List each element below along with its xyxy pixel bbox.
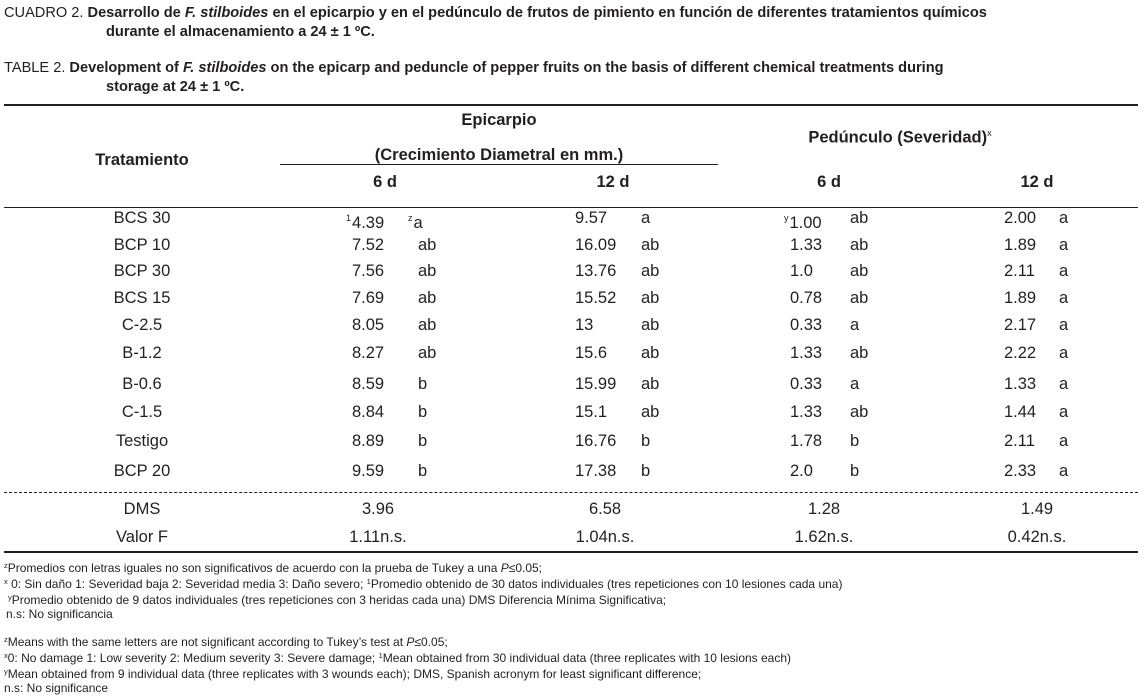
letter-text: ab [850, 289, 869, 307]
significance-letter [850, 374, 859, 394]
letter-text: b [641, 432, 651, 450]
cell-value [346, 208, 384, 233]
cell-number: 1.00 [789, 214, 822, 232]
significance-letter [850, 402, 868, 422]
significance-letter [850, 315, 859, 335]
cell-value [790, 235, 822, 255]
cell-superscript: 1 [346, 213, 352, 223]
header-epicarp-sub: (Crecimiento Diametral en mm.) [374, 146, 624, 164]
footnote-en-z [4, 633, 448, 649]
cell-number: 2.00 [1004, 209, 1037, 227]
caption-spanish-line2: durante el almacenamiento a 24 ± 1 ºC. [106, 24, 375, 40]
cell-value [790, 343, 822, 363]
cell-number: 2.0 [790, 462, 813, 480]
letter-text: b [418, 462, 428, 480]
cell-value [575, 343, 607, 363]
treatment-name: B-1.2 [122, 344, 162, 362]
cell-value [790, 402, 822, 422]
cell-value [352, 343, 384, 363]
letter-text: a [1059, 262, 1069, 280]
cell-value [1004, 343, 1036, 363]
significance-letter [418, 235, 436, 255]
footnote-en-x [4, 649, 791, 665]
footnote-sup: x [4, 651, 8, 660]
significance-letter [641, 461, 650, 481]
header-day: 6 d [373, 173, 397, 191]
footnote-text: ≤0.05; [508, 561, 543, 575]
cell-number: 1.0 [790, 262, 813, 280]
letter-text: b [641, 462, 651, 480]
cell-value [790, 431, 822, 451]
cell-value [1004, 374, 1036, 394]
footnote-sup: 1 [378, 651, 383, 660]
header-epicarp: Epicarpio [461, 111, 537, 129]
letter-text: ab [641, 344, 660, 362]
cell-value [352, 288, 384, 308]
letter-text: a [641, 209, 651, 227]
footnote-text: Means with the same letters are not significant according to Tukey’s test at [7, 635, 407, 649]
header-peduncle-text: Pedúnculo (Severidad) [808, 128, 988, 147]
cell-number: 7.56 [352, 262, 385, 280]
cell-value [1004, 288, 1036, 308]
letter-text: ab [641, 236, 660, 254]
cell-number: 15.1 [575, 403, 608, 421]
footnote-text: Promedio obtenido de 9 datos individuales (tres repeticiones con 3 heridas cada una) DMS Diferencia Mínima Significativa; [11, 593, 667, 607]
header-treatment: Tratamiento [95, 151, 189, 169]
caption-text: on the epicarp and peduncle of pepper fruits on the basis of different chemical treatments during [266, 60, 944, 76]
treatment-name: BCP 10 [113, 236, 171, 254]
significance-letter [850, 261, 868, 281]
cell-number: 8.89 [352, 432, 385, 450]
letter-text: a [1059, 209, 1069, 227]
caption-english-line2: storage at 24 ± 1 ºC. [106, 79, 245, 95]
significance-letter [850, 343, 868, 363]
significance-letter [641, 208, 650, 228]
caption-label: CUADRO 2. [4, 5, 84, 21]
stat-value: 1.04n.s. [575, 528, 635, 546]
letter-text: a [1059, 344, 1069, 362]
footnote-text: 0: No damage 1: Low severity 2: Medium severity 3: Severe damage; [7, 651, 379, 665]
letter-text: ab [850, 344, 869, 362]
stat-value: 1.11n.s. [349, 528, 407, 546]
significance-letter [418, 261, 436, 281]
letter-text: a [1059, 462, 1069, 480]
caption-english-line1 [4, 59, 1138, 78]
letter-text: a [413, 214, 423, 232]
caption-spanish-line1 [4, 4, 1138, 23]
letter-text: a [1059, 375, 1069, 393]
significance-letter [641, 374, 659, 394]
header-peduncle [740, 128, 1060, 148]
cell-value [575, 261, 616, 281]
significance-letter [1059, 461, 1068, 481]
significance-letter [1059, 431, 1068, 451]
cell-number: 1.44 [1004, 403, 1037, 421]
cell-number: 9.59 [352, 462, 385, 480]
cell-value [352, 402, 384, 422]
footnote-es-z [4, 559, 542, 575]
stat-value: 1.28 [807, 500, 841, 518]
footnote-sup: y [4, 667, 8, 676]
footnote-text: P [500, 561, 509, 575]
footnote-es-ns: n.s: No significancia [6, 607, 113, 621]
significance-letter [850, 235, 868, 255]
cell-value [575, 461, 616, 481]
footnote-text: P [406, 635, 415, 649]
species-name: F. stilboides [184, 5, 269, 21]
significance-letter [850, 461, 859, 481]
cell-value [575, 374, 616, 394]
header-day: 12 d [1020, 173, 1054, 191]
letter-text: a [850, 375, 860, 393]
cell-value [352, 235, 384, 255]
treatment-name: BCP 20 [113, 462, 171, 480]
footnote-es-y [4, 591, 666, 607]
cell-number: 8.05 [352, 316, 385, 334]
cell-value [790, 315, 822, 335]
significance-letter [418, 343, 436, 363]
caption-text: en el epicarpio y en el pedúnculo de frutos de pimiento en función de diferentes tratamientos químicos [268, 5, 987, 21]
cell-number: 1.33 [790, 236, 823, 254]
cell-number: 2.22 [1004, 344, 1037, 362]
cell-number: 0.33 [790, 375, 823, 393]
cell-number: 13 [575, 316, 594, 334]
significance-letter [418, 374, 427, 394]
treatment-name: B-0.6 [122, 375, 162, 393]
cell-number: 16.09 [575, 236, 617, 254]
header-peduncle-sup: x [987, 128, 992, 138]
treatment-name: BCS 30 [113, 209, 171, 227]
header-day: 12 d [596, 173, 630, 191]
cell-number: 16.76 [575, 432, 617, 450]
cell-number: 8.59 [352, 375, 385, 393]
letter-text: b [418, 403, 428, 421]
letter-text: ab [850, 236, 869, 254]
footnote-text: 0: Sin daño 1: Severidad baja 2: Severidad media 3: Daño severo; [7, 577, 367, 591]
significance-letter [1059, 235, 1068, 255]
cell-number: 0.78 [790, 289, 823, 307]
footnote-sup: z [4, 635, 8, 644]
significance-letter [850, 431, 859, 451]
stat-value: 6.58 [588, 500, 622, 518]
cell-value [575, 431, 616, 451]
header-day: 6 d [817, 173, 841, 191]
letter-text: ab [850, 403, 869, 421]
treatment-name: BCP 30 [113, 262, 171, 280]
footnote-es-x [4, 575, 842, 591]
treatment-name: BCS 15 [113, 289, 171, 307]
significance-letter [641, 343, 659, 363]
treatment-name: C-1.5 [121, 403, 163, 421]
cell-value [352, 431, 384, 451]
letter-text: b [418, 432, 428, 450]
cell-superscript: y [784, 213, 789, 223]
footnote-text: ≤0.05; [414, 635, 448, 649]
cell-superscript: z [408, 213, 413, 223]
table-top-rule [4, 104, 1138, 106]
letter-text: ab [418, 344, 437, 362]
significance-letter [408, 208, 423, 233]
treatment-name: Testigo [115, 432, 169, 450]
letter-text: a [1059, 316, 1069, 334]
stat-value: 0.42n.s. [1007, 528, 1067, 546]
letter-text: a [1059, 236, 1069, 254]
cell-value [1004, 235, 1036, 255]
significance-letter [850, 208, 868, 228]
footnote-sup: x [4, 577, 8, 586]
significance-letter [418, 461, 427, 481]
letter-text: ab [418, 316, 437, 334]
cell-number: 1.33 [790, 403, 823, 421]
footnote-text: Promedios con letras iguales no son significativos de acuerdo con la prueba de Tukey a una [7, 561, 501, 575]
caption-text: Development of [65, 60, 183, 76]
cell-number: 0.33 [790, 316, 823, 334]
cell-value [790, 288, 822, 308]
cell-value [1004, 261, 1035, 281]
cell-number: 2.17 [1004, 316, 1037, 334]
letter-text: ab [641, 316, 660, 334]
species-name: F. stilboides [182, 60, 267, 76]
significance-letter [641, 261, 659, 281]
cell-value [352, 374, 384, 394]
cell-number: 1.33 [790, 344, 823, 362]
significance-letter [1059, 343, 1068, 363]
cell-number: 1.33 [1004, 375, 1037, 393]
significance-letter [1059, 261, 1068, 281]
significance-letter [641, 402, 659, 422]
significance-letter [1059, 208, 1068, 228]
cell-number: 7.69 [352, 289, 385, 307]
caption-english [4, 59, 1138, 97]
letter-text: ab [641, 289, 660, 307]
letter-text: b [418, 375, 428, 393]
cell-value [790, 461, 813, 481]
cell-value [1004, 402, 1036, 422]
significance-letter [641, 235, 659, 255]
letter-text: ab [418, 262, 437, 280]
cell-value [790, 374, 822, 394]
significance-letter [418, 402, 427, 422]
treatment-name: C-2.5 [121, 316, 163, 334]
cell-number: 7.52 [352, 236, 385, 254]
footnote-sup: y [8, 593, 12, 602]
cell-number: 1.89 [1004, 289, 1037, 307]
letter-text: ab [850, 262, 869, 280]
significance-letter [418, 431, 427, 451]
cell-number: 15.6 [575, 344, 608, 362]
significance-letter [1059, 374, 1068, 394]
caption-label: TABLE 2. [4, 60, 66, 76]
significance-letter [1059, 315, 1068, 335]
footnote-sup: 1 [366, 577, 371, 586]
footnote-text: Mean obtained from 9 individual data (three replicates with 3 wounds each); DMS, Spanish acronym for least significant difference; [7, 667, 702, 681]
letter-text: ab [418, 236, 437, 254]
cell-number: 1.89 [1004, 236, 1037, 254]
cell-value [575, 235, 616, 255]
caption-spanish [4, 4, 1138, 42]
stat-value: 3.96 [361, 500, 395, 518]
cell-value [575, 315, 593, 335]
footnote-en-ns: n.s: No significance [4, 681, 109, 695]
significance-letter [850, 288, 868, 308]
cell-value [575, 288, 616, 308]
cell-value [575, 402, 607, 422]
stats-separator-rule [4, 492, 1138, 493]
caption-text: Desarrollo de [83, 5, 185, 21]
stat-label: DMS [123, 500, 161, 518]
letter-text: b [850, 462, 860, 480]
table-bottom-rule [4, 551, 1138, 553]
significance-letter [418, 315, 436, 335]
cell-value [575, 208, 607, 228]
letter-text: ab [641, 262, 660, 280]
cell-number: 4.39 [352, 214, 385, 232]
stat-label: Valor F [116, 528, 168, 546]
cell-number: 8.84 [352, 403, 385, 421]
significance-letter [1059, 402, 1068, 422]
letter-text: a [1059, 289, 1069, 307]
letter-text: ab [418, 289, 437, 307]
letter-text: a [1059, 403, 1069, 421]
cell-number: 15.99 [575, 375, 617, 393]
cell-number: 1.78 [790, 432, 823, 450]
letter-text: ab [641, 375, 660, 393]
cell-value [352, 315, 384, 335]
significance-letter [641, 288, 659, 308]
significance-letter [641, 315, 659, 335]
cell-value [1004, 208, 1036, 228]
cell-number: 2.11 [1004, 262, 1035, 280]
footnote-text: Promedio obtenido de 30 datos individuales (tres repeticiones con 10 lesiones cada una) [370, 577, 843, 591]
cell-value [352, 261, 384, 281]
stat-value: 1.62n.s. [794, 528, 854, 546]
cell-number: 13.76 [575, 262, 617, 280]
significance-letter [1059, 288, 1068, 308]
cell-number: 2.11 [1004, 432, 1035, 450]
letter-text: ab [641, 403, 660, 421]
cell-value [1004, 431, 1035, 451]
stat-value: 1.49 [1020, 500, 1054, 518]
cell-value [352, 461, 384, 481]
cell-value [784, 208, 822, 233]
cell-number: 15.52 [575, 289, 617, 307]
cell-number: 9.57 [575, 209, 608, 227]
cell-number: 2.33 [1004, 462, 1037, 480]
significance-letter [418, 288, 436, 308]
footnote-text: Mean obtained from 30 individual data (three replicates with 10 lesions each) [382, 651, 792, 665]
cell-number: 8.27 [352, 344, 385, 362]
cell-value [790, 261, 813, 281]
letter-text: a [850, 316, 860, 334]
footnote-sup: z [4, 561, 8, 570]
letter-text: a [1059, 432, 1069, 450]
significance-letter [641, 431, 650, 451]
footnote-en-y [4, 665, 701, 681]
cell-value [1004, 461, 1036, 481]
letter-text: ab [850, 209, 869, 227]
cell-number: 17.38 [575, 462, 617, 480]
cell-value [1004, 315, 1036, 335]
letter-text: b [850, 432, 860, 450]
